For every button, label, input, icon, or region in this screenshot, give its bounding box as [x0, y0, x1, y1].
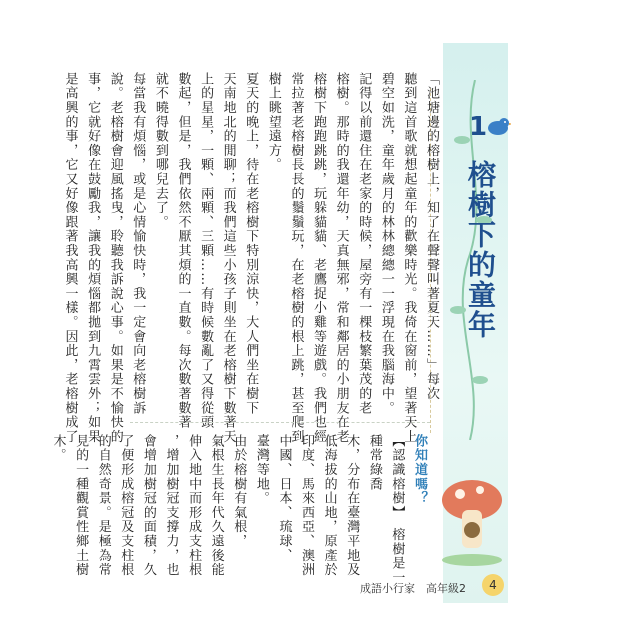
- story-line: 記得以前還住在老家的時候，屋旁有一棵枝繁葉茂的老: [356, 72, 372, 416]
- info-line: 了便形成榕冠及支柱根: [118, 434, 134, 577]
- info-line: 的自然奇景。是極為常: [95, 434, 111, 577]
- story-line: 榕樹下跑跑跳跳，玩躲貓貓、老鷹捉小雞等遊戲。我們也經: [311, 72, 327, 444]
- tree-info-box: [50, 434, 430, 589]
- info-line: ，增加樹冠支撐力，也: [163, 434, 179, 577]
- story-line: 數起，但是，我們依然不厭其煩的一直數。每次數著數著: [175, 72, 191, 430]
- story-line: 「池塘邊的榕樹上，知了在聲聲叫著夏天……」每次: [424, 72, 439, 401]
- story-line: 事，它就好像在鼓勵我，讓我的煩惱都拋到九霄雲外；如果: [85, 72, 101, 444]
- info-line: 會增加樹冠的面積，久: [140, 434, 156, 577]
- story-line: 碧空如洗，童年歲月的林林總總一一浮現在我腦海中。: [378, 72, 394, 416]
- story-line: 夏天的晚上，待在老榕樹下特別涼快，大人們坐在樹下: [243, 72, 259, 416]
- info-line: 低海拔的山地，原產於: [321, 434, 337, 577]
- story-line: 就不曉得數到哪兒去了。: [152, 72, 168, 230]
- story-line: 每當我有煩惱，或是心情愉快時，我一定會向老榕樹訴: [130, 72, 146, 416]
- info-line: 【認識榕樹】 榕樹是一種常綠喬: [366, 434, 405, 585]
- story-line: 常拉著老榕樹長長的鬚鬚玩，在老榕樹的根上跳，甚至爬到: [288, 72, 304, 444]
- info-line: 木。: [50, 434, 66, 463]
- info-line: 臺灣等地。: [253, 434, 269, 506]
- chapter-title: 榕樹下的童年: [464, 160, 497, 340]
- section-divider: [130, 422, 430, 424]
- info-line: 由於榕樹有氣根，: [231, 434, 247, 549]
- info-line: 印度、馬來西亞、澳洲: [299, 434, 315, 577]
- info-line: 木，分布在臺灣平地及: [344, 434, 360, 577]
- story-line: 樹上眺望遠方。: [265, 72, 281, 173]
- footer-series: 成語小行家 高年級2: [360, 582, 466, 595]
- mushroom-illustration: [440, 470, 505, 570]
- story-line: 聽到這首歌就想起童年的歡樂時光。我倚在窗前，望著天上: [401, 72, 417, 444]
- story-line: 說。老榕樹會迎風搖曳，聆聽我訴說心事。如果是不愉快的: [107, 72, 123, 444]
- info-line: 見的一種觀賞性鄉土樹: [73, 434, 89, 577]
- info-line: 氣根生長年代久遠後能: [208, 434, 224, 577]
- story-line: 天南地北的閒聊；而我們這些小孩子則坐在老榕樹下數著天: [220, 72, 236, 444]
- story-line: 榕樹。那時的我還年幼，天真無邪，常和鄰居的小朋友在老: [333, 72, 349, 444]
- story-line: 上的星星，一顆、兩顆、三顆……有時候數亂了又得從頭: [198, 72, 214, 430]
- info-line: 伸入地中而形成支柱根: [186, 434, 202, 577]
- story-line: 是高興的事，它又好像跟著我高興一樣。因此，老榕樹成了: [62, 72, 78, 444]
- chapter-number: 1: [468, 112, 488, 142]
- info-heading: 你知道嗎？: [412, 434, 427, 506]
- info-line: 中國、日本、琉球、: [276, 434, 292, 563]
- page-number: 4: [482, 574, 504, 596]
- main-story-text: [62, 72, 442, 457]
